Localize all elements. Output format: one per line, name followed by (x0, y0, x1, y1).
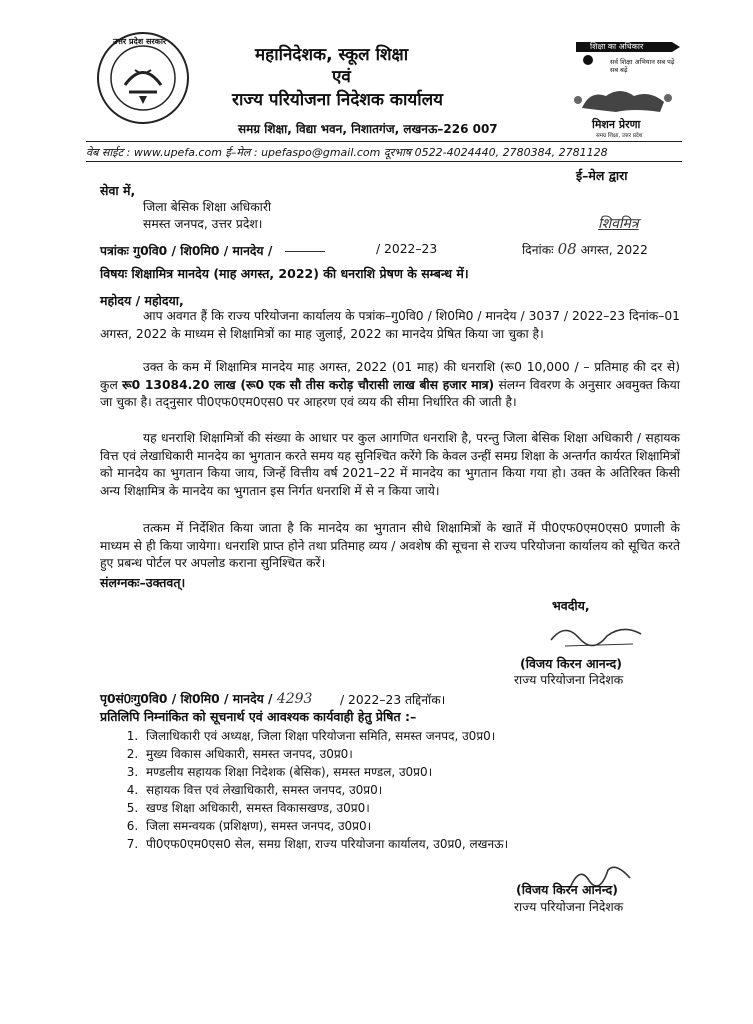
recipient-line1: जिला बेसिक शिक्षा अधिकारी (143, 200, 272, 214)
paragraph-4: तत्कम में निर्देशित किया जाता है कि मानदेय का भुगतान सीधे शिक्षामित्रों के खातें में पी0एफ0एम0एस0 प्रणाली के माध्यम से ही किया जायेगा। धनराशि प्राप्त होने तथा प्रतिमाह व्यय / अवशेष की सूचना से राज्य परियोजना कार्यालय को सूचित करते हुए प्रबन्ध पोर्टल पर अपलोड कराना सुनिश्चित करें। (100, 521, 680, 570)
copy-ref-label: पृ0सं0ःगु0वि0 / शि0मि0 / मानदेय / (100, 692, 273, 706)
map-icon (568, 84, 678, 118)
date-rest: अगस्त, 2022 (580, 243, 648, 257)
copy-list-item: 3. मण्डलीय सहायक शिक्षा निदेशक (बेसिक), समस्त मण्डल, उ0प्र0। (142, 763, 676, 781)
copy-signatory-title: राज्य परियोजना निदेशक (514, 900, 624, 914)
date-day: 08 (557, 240, 577, 258)
rte-logo (570, 38, 680, 82)
rte-text: शिक्षा का अधिकार (590, 42, 644, 51)
header-rule-bottom (86, 161, 682, 162)
copy-ref-year: / 2022–23 तद्दिनॉक। (340, 693, 446, 707)
copy-list-item: 2. मुख्य विकास अधिकारी, समस्त जनपद, उ0प्र0। (142, 745, 676, 763)
header-rule-top (86, 141, 682, 142)
ref-year: / 2022–23 (376, 242, 438, 256)
ref-blank (285, 251, 325, 252)
header-contact: वेब साईट : www.upefa.com ई–मेल : upefaspo@gmail.com दूरभाष 0522-4024440, 2780384, 2781128 (86, 146, 608, 159)
subject-line: विषयः शिक्षामित्र मानदेय (माह अगस्त, 2022) की धनराशि प्रेषण के सम्बन्ध में। (100, 266, 469, 281)
header-address: समग्र शिक्षा, विद्या भवन, निशातगंज, लखनऊ–226 007 (238, 122, 498, 136)
handwritten-note: शिवमित्र (598, 216, 639, 232)
enclosure: संलग्नकः–उक्तवत्। (100, 575, 186, 590)
header-title-line1: महानिदेशक, स्कूल शिक्षा (255, 45, 409, 65)
mission-subtext: समग्र शिक्षा, उत्तर प्रदेश (596, 133, 643, 139)
signature (545, 618, 655, 658)
copy-list-item: 1. जिलाधिकारी एवं अध्यक्ष, जिला शिक्षा परियोजना समिति, समस्त जनपद, उ0प्र0। (142, 727, 676, 745)
copy-list-item: 6. जिला समन्वयक (प्रशिक्षण), समस्त जनपद, उ0प्र0। (142, 817, 676, 835)
signatory-title: राज्य परियोजना निदेशक (514, 673, 624, 687)
closing: भवदीय, (552, 598, 590, 613)
emblem-text: उत्तर प्रदेश सरकार (113, 37, 167, 46)
copy-reference (100, 690, 312, 707)
copy-list-item: 7. पी0एफ0एम0एस0 सेल, समग्र शिक्षा, राज्य परियोजना कार्यालय, उ0प्र0, लखनऊ। (142, 835, 676, 853)
copy-ref-number: 4293 (276, 691, 313, 707)
paragraph-2 (100, 359, 680, 412)
salutation: महोदय / महोदया, (100, 293, 184, 308)
copy-list-item: 5. खण्ड शिक्षा अधिकारी, समस्त विकासखण्ड, उ0प्र0। (142, 799, 676, 817)
paragraph-3: यह धनराशि शिक्षामित्रों की संख्या के आधार पर कुल आगणित धनराशि है, परन्तु जिला बेसिक शिक्षा अधिकारी / सहायक वित्त एवं लेखाधिकारी मानदेय का भुगतान करते समय यह सुनिश्चित करेंगे कि केवल उन्हीं समग्र शिक्षा के अन्तर्गत कार्यरत शिक्षामित्रों को मानदेय का भुगतान किया जाय, जिन्हें वित्तीय वर्ष 2021–22 में मानदेय का भुगतान किया गया हो। उक्त के अतिरिक्त किसी अन्य शिक्षामित्र के मानदेय का भुगतान इस निर्गत धनराशि में से न किया जाये। (100, 431, 680, 498)
copy-list (116, 727, 676, 853)
letter-reference (100, 242, 333, 259)
recipient-line2: समस्त जनपद, उत्तर प्रदेश। (143, 217, 263, 231)
copy-list-item: 4. सहायक वित्त एवं लेखाधिकारी, समस्त जनपद, उ0प्र0। (142, 781, 676, 799)
paragraph-1: आप अवगत हैं कि राज्य परियोजना कार्यालय के पत्रांक–गु0वि0 / शि0मि0 / मानदेय / 3037 / 2022–23 दिनांक–01 अगस्त, 2022 के माध्यम से शिक्षामित्रों का माह जुलाई, 2022 का मानदेय प्रेषित किया जा चुका है। (100, 309, 680, 341)
copy-signatory-name: (विजय किरन आनन्द) (516, 882, 618, 897)
header-title-line2: एवं (332, 67, 351, 87)
delivery-mode: ई–मेल द्वारा (576, 168, 628, 183)
letter-date (522, 240, 648, 258)
header-title-line3: राज्य परियोजना निदेशक कार्यालय (232, 90, 444, 110)
para2-text-a: उक्त के कम में शिक्षामित्र मानदेय माह अगस्त, 2022 (01 माह) की धनराशि (रू0 10,000 / – प्रतिमाह की दर से) कुल (100, 360, 680, 392)
rte-subtext: सर्व शिक्षा अभियान सब पढ़ें सब बढ़ें (610, 58, 675, 74)
date-label: दिनांकः (522, 243, 554, 257)
copy-heading: प्रतिलिपि निम्नांकित को सूचनार्थ एवं आवश्यक कार्यवाही हेतु प्रेषित :– (100, 709, 417, 724)
ref-label: पत्रांकः गु0वि0 / शि0मि0 / मानदेय / (100, 244, 273, 258)
state-emblem (95, 30, 191, 126)
para2-amount: रू0 13084.20 लाख (रू0 एक सौ तीस करोड़ चौरासी लाख बीस हजार मात्र) (122, 377, 495, 392)
signatory-name: (विजय किरन आनन्द) (520, 656, 622, 671)
mission-text: मिशन प्रेरणा (592, 118, 641, 131)
para2-text-b: संलग्न विवरण के अनुसार अवमुक्त किया जा चुका है। तद्नुसार पी0एफ0एम0एस0 पर आहरण एवं व्यय की सीमा निर्धारित की जाती है। (100, 377, 680, 409)
signature-mark (545, 618, 655, 654)
seva-mein: सेवा में, (100, 183, 136, 198)
mission-prerna-logo (568, 84, 678, 139)
